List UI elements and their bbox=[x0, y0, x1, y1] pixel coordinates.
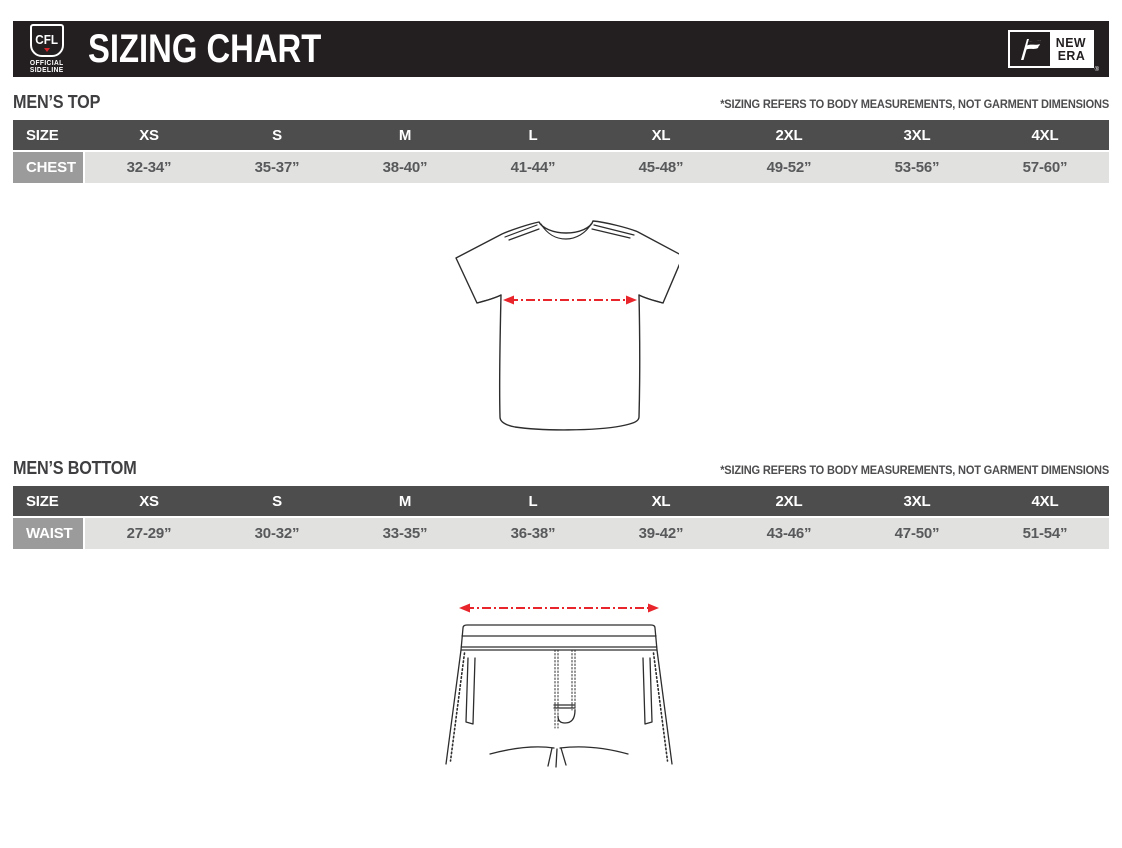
size-cell: 3XL bbox=[903, 126, 931, 144]
table-row bbox=[13, 518, 1109, 549]
chest-value-cell: 41-44” bbox=[469, 152, 597, 183]
waist-value-cell: 36-38” bbox=[469, 518, 597, 549]
size-corner-cell: SIZE bbox=[26, 492, 59, 510]
football-laces-icon: ··· bbox=[43, 23, 51, 29]
chest-value-cell: 35-37” bbox=[213, 152, 341, 183]
new-era-line2: ERA bbox=[1057, 48, 1085, 63]
waist-value-cell: 43-46” bbox=[725, 518, 853, 549]
chest-value-cell: 38-40” bbox=[341, 152, 469, 183]
size-cell: XL bbox=[651, 492, 671, 510]
size-cell: S bbox=[272, 492, 282, 510]
chest-value-cell: 57-60” bbox=[981, 152, 1109, 183]
new-era-logo bbox=[1008, 30, 1099, 73]
size-cell: XL bbox=[651, 126, 671, 144]
cfl-official-label: OFFICIAL bbox=[30, 60, 64, 67]
red-triangle-icon bbox=[44, 48, 50, 52]
cfl-logo bbox=[24, 24, 70, 74]
size-cell: 2XL bbox=[775, 126, 803, 144]
page-title: SIZING CHART bbox=[88, 26, 322, 71]
size-cell: M bbox=[398, 492, 412, 510]
chest-value-cell: 49-52” bbox=[725, 152, 853, 183]
mens-top-note: *SIZING REFERS TO BODY MEASUREMENTS, NOT GARMENT DIMENSIONS bbox=[720, 99, 1109, 111]
size-cell: XS bbox=[139, 492, 159, 510]
mens-bottom-section-header bbox=[13, 458, 1109, 479]
mens-bottom-title: MEN’S BOTTOM bbox=[13, 458, 137, 478]
flag-icon bbox=[1010, 32, 1050, 66]
cfl-sub-text bbox=[30, 60, 64, 74]
size-corner-cell: SIZE bbox=[26, 126, 59, 144]
new-era-line1: NEW bbox=[1055, 35, 1087, 50]
size-cell: 4XL bbox=[1031, 126, 1059, 144]
mens-bottom-size-table bbox=[13, 486, 1109, 549]
waist-value-cell: 27-29” bbox=[85, 518, 213, 549]
waist-value-cell: 39-42” bbox=[597, 518, 725, 549]
table-row bbox=[13, 152, 1109, 183]
chest-row-label: CHEST bbox=[13, 152, 85, 183]
size-cell: 2XL bbox=[775, 492, 803, 510]
registered-trademark: ® bbox=[1094, 67, 1099, 73]
waist-row-label: WAIST bbox=[13, 518, 85, 549]
mens-top-section-header bbox=[13, 92, 1109, 113]
table-row bbox=[13, 120, 1109, 150]
size-cell: S bbox=[272, 126, 282, 144]
waist-value-cell: 33-35” bbox=[341, 518, 469, 549]
cfl-shield-icon bbox=[30, 24, 64, 57]
chest-value-cell: 32-34” bbox=[85, 152, 213, 183]
size-cell: 4XL bbox=[1031, 492, 1059, 510]
chest-value-cell: 45-48” bbox=[597, 152, 725, 183]
mens-bottom-note: *SIZING REFERS TO BODY MEASUREMENTS, NOT GARMENT DIMENSIONS bbox=[720, 465, 1109, 477]
table-row bbox=[13, 486, 1109, 516]
shorts-diagram bbox=[432, 588, 690, 775]
mens-top-size-table bbox=[13, 120, 1109, 183]
cfl-acronym: CFL bbox=[35, 31, 59, 47]
new-era-wordmark bbox=[1050, 32, 1092, 66]
waist-value-cell: 30-32” bbox=[213, 518, 341, 549]
size-cell: 3XL bbox=[903, 492, 931, 510]
size-cell: M bbox=[398, 126, 412, 144]
size-cell: L bbox=[528, 126, 538, 144]
chest-value-cell: 53-56” bbox=[853, 152, 981, 183]
mens-top-title: MEN’S TOP bbox=[13, 92, 101, 112]
size-cell: XS bbox=[139, 126, 159, 144]
waist-value-cell: 51-54” bbox=[981, 518, 1109, 549]
tshirt-diagram bbox=[443, 200, 679, 439]
cfl-sideline-label: SIDELINE bbox=[30, 67, 64, 74]
waist-value-cell: 47-50” bbox=[853, 518, 981, 549]
waist-measure-arrow bbox=[459, 604, 659, 613]
size-cell: L bbox=[528, 492, 538, 510]
header-bar bbox=[13, 21, 1109, 77]
